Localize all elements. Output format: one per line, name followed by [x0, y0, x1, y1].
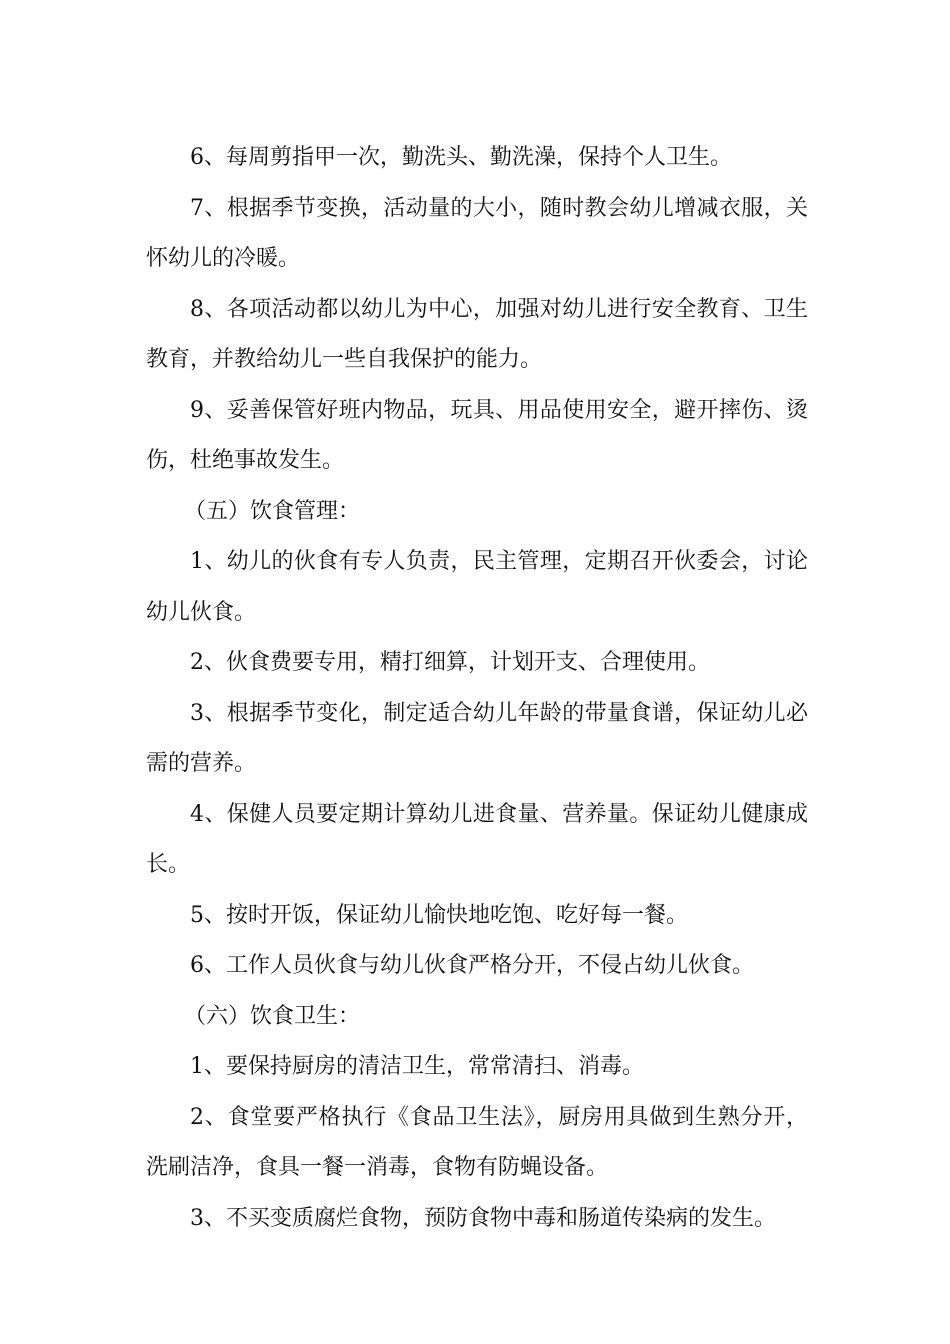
paragraph-diet-6: 6、工作人员伙食与幼儿伙食严格分开，不侵占幼儿伙食。	[190, 953, 754, 978]
paragraph-food-hygiene-1: 1、要保持厨房的清洁卫生，常常清扫、消毒。	[190, 1054, 644, 1079]
paragraph-hygiene-6: 6、每周剪指甲一次，勤洗头、勤洗澡，保持个人卫生。	[190, 145, 732, 170]
paragraph-diet-3: 3、根据季节变化，制定适合幼儿年龄的带量食谱，保证幼儿必需的营养。	[146, 700, 808, 776]
paragraph-food-hygiene-2: 2、食堂要严格执行《食品卫生法》，厨房用具做到生熟分开，洗刷洁净，食具一餐一消毒，食物有防蝇设备。	[146, 1104, 808, 1180]
paragraph-hygiene-8: 8、各项活动都以幼儿为中心，加强对幼儿进行安全教育、卫生教育，并教给幼儿一些自我保护的能力。	[146, 296, 808, 372]
paragraph-diet-4: 4、保健人员要定期计算幼儿进食量、营养量。保证幼儿健康成长。	[146, 801, 808, 877]
paragraph-diet-5: 5、按时开饭，保证幼儿愉快地吃饱、吃好每一餐。	[190, 902, 688, 928]
paragraph-food-hygiene-3: 3、不买变质腐烂食物，预防食物中毒和肠道传染病的发生。	[190, 1205, 776, 1231]
paragraph-diet-2: 2、伙食费要专用，精打细算，计划开支、合理使用。	[190, 650, 710, 675]
paragraph-diet-1: 1、幼儿的伙食有专人负责，民主管理，定期召开伙委会，讨论幼儿伙食。	[146, 549, 808, 625]
document-body	[146, 133, 808, 1244]
section-heading-food-hygiene: （六）饮食卫生：	[184, 1003, 361, 1029]
section-heading-diet-management: （五）饮食管理：	[184, 498, 361, 524]
paragraph-hygiene-9: 9、妥善保管好班内物品，玩具、用品使用安全，避开摔伤、烫伤，杜绝事故发生。	[146, 397, 808, 473]
paragraph-hygiene-7: 7、根据季节变换，活动量的大小，随时教会幼儿增减衣服，关怀幼儿的冷暖。	[146, 195, 808, 271]
